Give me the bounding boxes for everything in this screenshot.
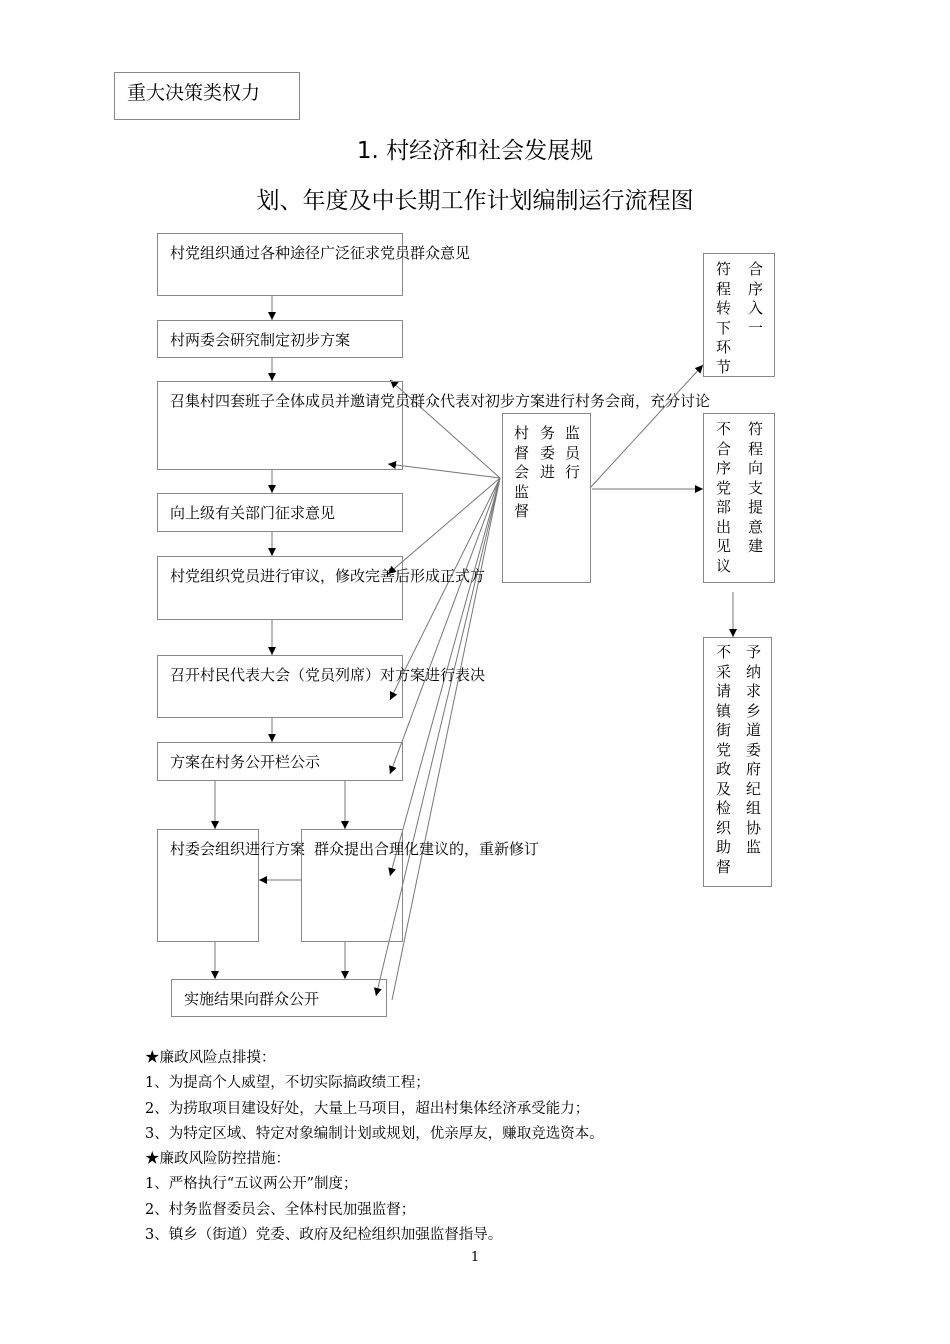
step-result-public: 实施结果向群众公开	[171, 979, 387, 1017]
arrow-to-comply	[590, 365, 703, 488]
measure-item: 3、镇乡（街道）党委、政府及纪检组织加强监督指导。	[145, 1227, 503, 1244]
step-review: 村党组织党员进行审议，修改完善后形成正式方	[157, 556, 403, 620]
measure-item: 2、村务监督委员会、全体村民加强监督；	[145, 1201, 416, 1218]
escalate-box	[703, 637, 772, 887]
supervision-col1: 村督会监督	[514, 424, 530, 520]
risk-item: 1、为提高个人威望，不切实际搞政绩工程；	[145, 1075, 430, 1092]
page-title-line2: 划、年度及中长期工作计划编制运行流程图	[256, 188, 694, 214]
step-solicit-opinions: 村党组织通过各种途径广泛征求党员群众意见	[157, 233, 403, 296]
risk-header: ★廉政风险点排摸：	[145, 1050, 276, 1066]
measure-item: 1、严格执行“五议两公开”制度；	[145, 1176, 358, 1193]
measure-header: ★廉政风险防控措施：	[145, 1151, 290, 1168]
supervision-col3: 监员行	[565, 424, 581, 481]
escalate-col1: 不采请镇街党政及检织助督	[716, 643, 732, 876]
comply-col1: 符程转下环节	[716, 260, 732, 376]
page-title-line1: 1. 村经济和社会发展规	[356, 138, 594, 164]
supervision-col2: 务委进	[540, 424, 556, 481]
noncomply-col1: 不合序党部出见议	[716, 420, 732, 575]
comply-box	[703, 253, 775, 377]
sup-arrow-step7	[390, 478, 500, 774]
step-draft-plan: 村两委会研究制定初步方案	[157, 320, 403, 358]
noncomply-col2: 符程向支提意建	[748, 420, 764, 555]
step-higher-opinion: 向上级有关部门征求意见	[157, 493, 403, 532]
noncomply-box	[703, 413, 775, 583]
page-number: 1	[470, 1250, 480, 1265]
comply-col2: 合序入一	[748, 260, 764, 337]
escalate-col2: 予纳求乡道委府纪组协监	[746, 643, 762, 856]
step-revise: 群众提出合理化建议的，重新修订	[301, 829, 403, 942]
category-tag: 重大决策类权力	[114, 72, 300, 120]
step-consultation: 召集村四套班子全体成员并邀请党员群众代表对初步方案进行村务会商，充分讨论	[157, 381, 403, 470]
step-implement: 村委会组织进行方案	[157, 829, 259, 942]
step-publicize: 方案在村务公开栏公示	[157, 742, 403, 781]
risk-notes	[145, 1046, 604, 1248]
risk-item: 3、为特定区域、特定对象编制计划或规划，优亲厚友，赚取竞选资本。	[145, 1125, 604, 1142]
sup-arrow-step3	[388, 464, 500, 478]
step-vote: 召开村民代表大会（党员列席）对方案进行表决	[157, 655, 403, 718]
risk-item: 2、为捞取项目建设好处，大量上马项目，超出村集体经济承受能力；	[145, 1100, 590, 1117]
